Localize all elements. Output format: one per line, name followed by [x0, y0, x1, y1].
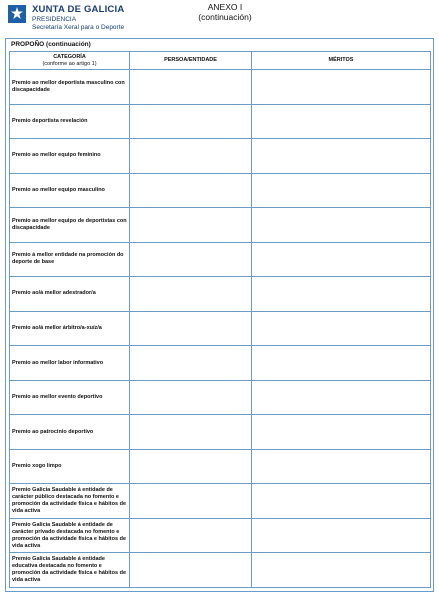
table-row [10, 415, 431, 450]
table-row [10, 553, 431, 588]
table-row [10, 518, 431, 553]
xunta-logo [8, 4, 178, 38]
table-header-row [10, 52, 431, 70]
department-name: PRESIDENCIA [32, 16, 77, 23]
person-entity-field[interactable] [130, 380, 252, 415]
person-entity-field[interactable] [130, 415, 252, 450]
person-entity-field[interactable] [130, 518, 252, 553]
nomination-table [9, 51, 431, 588]
annex-heading [180, 2, 270, 22]
table-row [10, 208, 431, 243]
merits-field[interactable] [252, 139, 431, 174]
merits-field[interactable] [252, 484, 431, 519]
person-entity-field[interactable] [130, 449, 252, 484]
category-cell: Premio ao/á mellor adestrador/a [10, 277, 130, 312]
person-entity-field[interactable] [130, 311, 252, 346]
merits-field[interactable] [252, 346, 431, 381]
category-cell: Premio ao patrocinio deportivo [10, 415, 130, 450]
person-entity-field[interactable] [130, 242, 252, 277]
category-cell: Premio ao/á mellor árbitro/a-xuíz/a [10, 311, 130, 346]
merits-field[interactable] [252, 415, 431, 450]
merits-field[interactable] [252, 518, 431, 553]
nomination-form [5, 38, 434, 592]
table-row [10, 346, 431, 381]
category-cell: Premio Galicia Saudable á entidade educativa destacada no fomento e promoción da actividade física e hábitos de vida activa [10, 553, 130, 588]
column-header-merits: MÉRITOS [252, 52, 431, 70]
merits-field[interactable] [252, 380, 431, 415]
merits-field[interactable] [252, 553, 431, 588]
category-cell: Premio ao mellor equipo de deportistas con discapacidade [10, 208, 130, 243]
person-entity-field[interactable] [130, 346, 252, 381]
annex-title: ANEXO I [207, 2, 243, 12]
category-cell: Premio ao mellor labor informativo [10, 346, 130, 381]
category-header-label: CATEGORÍA [53, 54, 86, 60]
merits-field[interactable] [252, 70, 431, 105]
xunta-emblem-icon [8, 5, 26, 23]
table-row [10, 277, 431, 312]
person-entity-field[interactable] [130, 484, 252, 519]
table-row [10, 449, 431, 484]
merits-field[interactable] [252, 277, 431, 312]
secretariat-name: Secretaría Xeral para o Deporte [32, 24, 125, 31]
table-row [10, 311, 431, 346]
merits-field[interactable] [252, 173, 431, 208]
person-entity-field[interactable] [130, 277, 252, 312]
category-cell: Premio deportista revelación [10, 104, 130, 139]
column-header-person: PERSOA/ENTIDADE [130, 52, 252, 70]
merits-field[interactable] [252, 311, 431, 346]
merits-field[interactable] [252, 242, 431, 277]
person-entity-field[interactable] [130, 104, 252, 139]
table-row [10, 380, 431, 415]
table-row [10, 70, 431, 105]
annex-subtitle: (continuación) [198, 12, 252, 22]
column-header-category [10, 52, 130, 70]
category-cell: Premio Galicia Saudable á entidade de carácter público destacada no fomento e promoción da actividade física e hábitos de vida activa [10, 484, 130, 519]
person-entity-field[interactable] [130, 208, 252, 243]
merits-field[interactable] [252, 208, 431, 243]
category-cell: Premio ao mellor deportista masculino con discapacidade [10, 70, 130, 105]
org-name: XUNTA DE GALICIA [32, 4, 125, 15]
table-row [10, 242, 431, 277]
category-cell: Premio ao mellor equipo feminino [10, 139, 130, 174]
category-cell: Premio xogo limpo [10, 449, 130, 484]
table-row [10, 104, 431, 139]
category-cell: Premio Galicia Saudable á entidade de carácter privado destacada no fomento e promoción da actividade física e hábitos de vida activa [10, 518, 130, 553]
table-row [10, 484, 431, 519]
person-entity-field[interactable] [130, 553, 252, 588]
person-entity-field[interactable] [130, 173, 252, 208]
table-row [10, 139, 431, 174]
table-row [10, 173, 431, 208]
category-cell: Premio ao mellor evento deportivo [10, 380, 130, 415]
category-header-note: (conforme ao artigo 1) [42, 60, 97, 67]
merits-field[interactable] [252, 449, 431, 484]
person-entity-field[interactable] [130, 70, 252, 105]
merits-field[interactable] [252, 104, 431, 139]
section-label: PROPOÑO (continuación) [11, 41, 91, 48]
category-cell: Premio ao mellor equipo masculino [10, 173, 130, 208]
person-entity-field[interactable] [130, 139, 252, 174]
category-cell: Premio á mellor entidade na promoción do deporte de base [10, 242, 130, 277]
